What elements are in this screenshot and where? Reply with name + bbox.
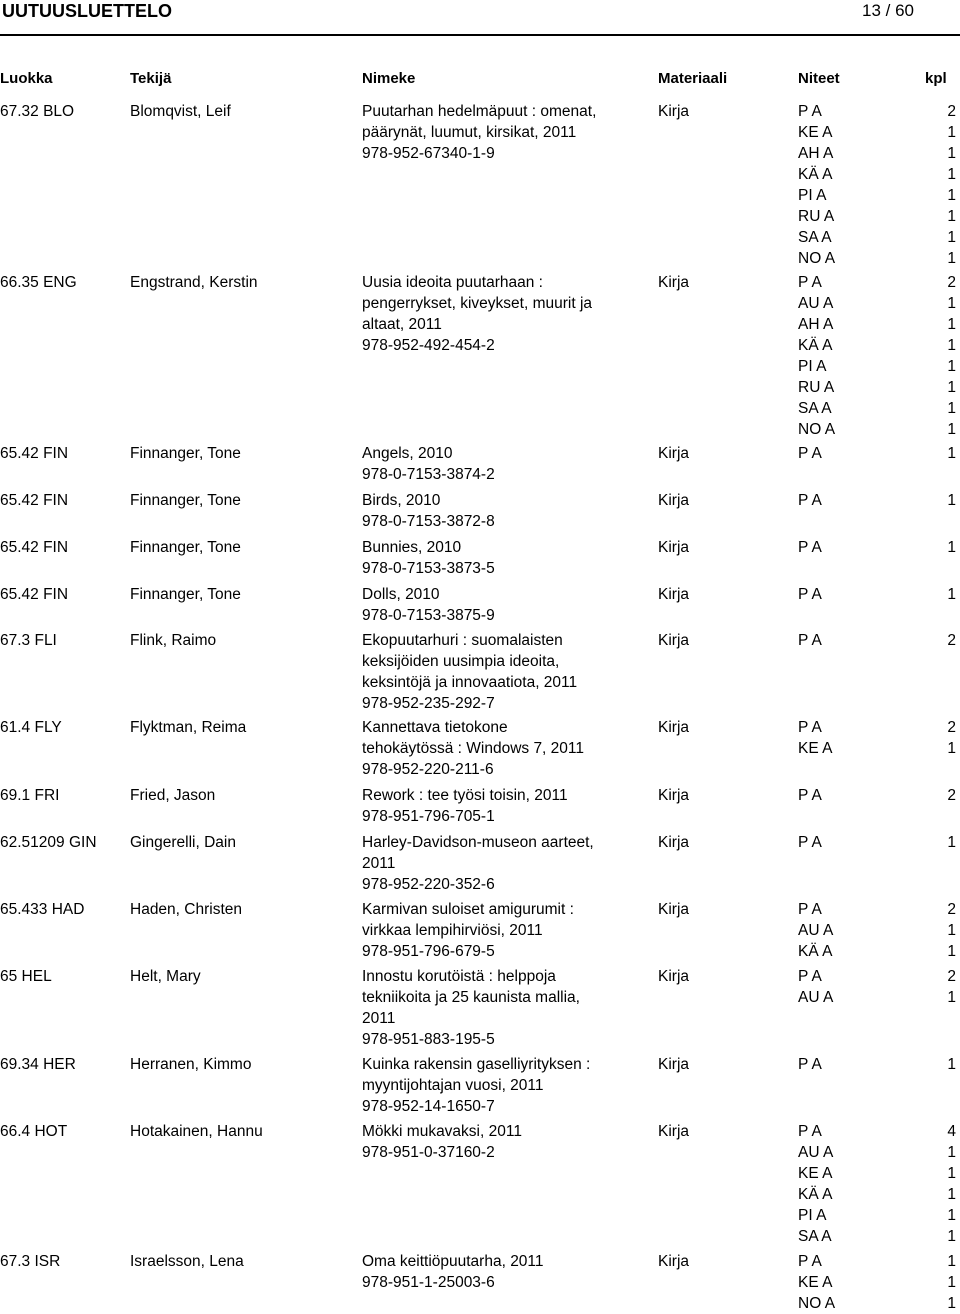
entry-location: KÄ A (798, 166, 833, 183)
entry-class: 65.42 FIN (0, 586, 69, 603)
entry-title-line: 978-952-67340-1-9 (362, 145, 495, 162)
entry-locations (798, 630, 860, 651)
entry-count: 1 (947, 539, 956, 556)
entry-location: P A (798, 787, 822, 804)
entry-location: RU A (798, 208, 835, 225)
entry-title-line: 978-0-7153-3872-8 (362, 513, 495, 530)
entry-title (362, 443, 495, 485)
entry-material: Kirja (658, 968, 690, 985)
entry-count: 1 (947, 586, 956, 603)
entry-material: Kirja (658, 1253, 690, 1270)
entry-material: Kirja (658, 834, 690, 851)
entry-author: Finnanger, Tone (130, 586, 241, 603)
entry-count: 1 (947, 400, 956, 417)
entry-count: 2 (947, 719, 956, 736)
entry-class: 62.51209 GIN (0, 834, 97, 851)
entry-title-line: 978-0-7153-3874-2 (362, 466, 495, 483)
entry-counts (930, 785, 956, 806)
entry-location: P A (798, 901, 822, 918)
entry-count: 1 (947, 1144, 956, 1161)
entry-location: P A (798, 274, 822, 291)
entry-title (362, 101, 596, 164)
entry-location: AU A (798, 989, 834, 1006)
entry-location: KÄ A (798, 337, 833, 354)
entry-title-line: keksintöjä ja innovaatiota, 2011 (362, 674, 578, 691)
entry-class: 61.4 FLY (0, 719, 62, 736)
entry-count: 2 (947, 787, 956, 804)
entry-location: NO A (798, 1295, 836, 1312)
entry-title-line: 978-952-220-211-6 (362, 761, 494, 778)
entry-locations (798, 443, 860, 464)
entry-title-line: 978-0-7153-3873-5 (362, 560, 495, 577)
entry-class: 66.35 ENG (0, 274, 77, 291)
entry-location: P A (798, 103, 822, 120)
entry-location: P A (798, 719, 822, 736)
entry-title (362, 966, 580, 1050)
entry-count: 2 (947, 968, 956, 985)
entry-title (362, 272, 592, 356)
entry-count: 1 (947, 1228, 956, 1245)
entry-location: KÄ A (798, 1186, 833, 1203)
entry-title-line: 978-952-220-352-6 (362, 876, 495, 893)
entry-count: 4 (947, 1123, 956, 1140)
entry-title-line: Uusia ideoita puutarhaan : (362, 274, 543, 291)
entry-counts (930, 832, 956, 853)
entry-material: Kirja (658, 1056, 690, 1073)
entry-locations (798, 966, 860, 1008)
entry-author: Herranen, Kimmo (130, 1056, 252, 1073)
entry-count: 1 (947, 922, 956, 939)
entry-title-line: altaat, 2011 (362, 316, 442, 333)
entry-location: KE A (798, 1165, 833, 1182)
entry-count: 1 (947, 989, 956, 1006)
entry-location: KE A (798, 1274, 833, 1291)
entry-material: Kirja (658, 1123, 690, 1140)
entry-class: 69.1 FRI (0, 787, 60, 804)
entry-author: Finnanger, Tone (130, 492, 241, 509)
entry-location: P A (798, 968, 822, 985)
entry-location: KE A (798, 124, 833, 141)
entry-title-line: Dolls, 2010 (362, 586, 440, 603)
entry-class: 65 HEL (0, 968, 52, 985)
entry-location: AU A (798, 295, 834, 312)
column-header-material: Materiaali (658, 70, 728, 87)
entry-count: 1 (947, 421, 956, 438)
catalog-title: UUTUUSLUETTELO (2, 1, 172, 21)
entry-title-line: 978-952-14-1650-7 (362, 1098, 495, 1115)
entry-location: SA A (798, 229, 832, 246)
entry-title-line: Mökki mukavaksi, 2011 (362, 1123, 522, 1140)
entry-location: P A (798, 1056, 822, 1073)
entry-title-line: Angels, 2010 (362, 445, 453, 462)
entry-counts (930, 584, 956, 605)
entry-title-line: tekniikoita ja 25 kaunista mallia, (362, 989, 580, 1006)
entry-count: 2 (947, 103, 956, 120)
entry-title (362, 490, 495, 532)
entry-title (362, 584, 495, 626)
entry-count: 1 (947, 943, 956, 960)
entry-author: Engstrand, Kerstin (130, 274, 258, 291)
entry-author: Israelsson, Lena (130, 1253, 244, 1270)
entry-counts (930, 630, 956, 651)
entry-locations (798, 584, 860, 605)
entry-title-line: Puutarhan hedelmäpuut : omenat, (362, 103, 597, 120)
entry-count: 1 (947, 1056, 956, 1073)
entry-author: Helt, Mary (130, 968, 201, 985)
entry-location: P A (798, 1123, 822, 1140)
entry-title-line: virkkaa lempihirviösi, 2011 (362, 922, 543, 939)
entry-locations (798, 272, 860, 440)
entry-title-line: Kannettava tietokone (362, 719, 508, 736)
entry-material: Kirja (658, 492, 690, 509)
entry-location: AU A (798, 1144, 834, 1161)
entry-locations (798, 785, 860, 806)
entry-location: P A (798, 632, 822, 649)
entry-class: 67.3 ISR (0, 1253, 61, 1270)
entry-count: 1 (947, 229, 956, 246)
entry-counts (930, 443, 956, 464)
entry-location: P A (798, 539, 822, 556)
entry-locations (798, 832, 860, 853)
entry-counts (930, 272, 956, 440)
entry-title-line: 2011 (362, 855, 396, 872)
entry-location: P A (798, 445, 822, 462)
entry-count: 1 (947, 379, 956, 396)
entry-count: 1 (947, 1295, 956, 1312)
entry-class: 65.42 FIN (0, 539, 69, 556)
entry-count: 1 (947, 124, 956, 141)
entry-material: Kirja (658, 586, 690, 603)
entry-author: Gingerelli, Dain (130, 834, 236, 851)
entry-location: PI A (798, 1207, 827, 1224)
column-header-author: Tekijä (130, 70, 172, 87)
entry-material: Kirja (658, 103, 690, 120)
entry-author: Flink, Raimo (130, 632, 217, 649)
entry-title (362, 630, 577, 714)
entry-title-line: Rework : tee työsi toisin, 2011 (362, 787, 568, 804)
entry-material: Kirja (658, 901, 690, 918)
column-header-title: Nimeke (362, 70, 416, 87)
entry-count: 1 (947, 358, 956, 375)
entry-title (362, 1251, 544, 1293)
entry-location: P A (798, 586, 822, 603)
column-header-qty: kpl (925, 70, 947, 87)
entry-count: 1 (947, 740, 956, 757)
entry-title-line: Innostu korutöistä : helppoja (362, 968, 556, 985)
entry-count: 1 (947, 1186, 956, 1203)
entry-title-line: 978-951-1-25003-6 (362, 1274, 495, 1291)
entry-author: Fried, Jason (130, 787, 216, 804)
entry-title-line: keksijöiden uusimpia ideoita, (362, 653, 560, 670)
entry-author: Finnanger, Tone (130, 445, 241, 462)
entry-title-line: Ekopuutarhuri : suomalaisten (362, 632, 563, 649)
entry-count: 2 (947, 632, 956, 649)
entry-locations (798, 1054, 860, 1075)
entry-location: P A (798, 1253, 822, 1270)
entry-counts (930, 1251, 956, 1314)
entry-locations (798, 1121, 860, 1247)
entry-count: 1 (947, 834, 956, 851)
entry-location: KÄ A (798, 943, 833, 960)
entry-locations (798, 490, 860, 511)
entry-class: 67.32 BLO (0, 103, 75, 120)
entry-counts (930, 537, 956, 558)
entry-title-line: Birds, 2010 (362, 492, 441, 509)
entry-title-line: tehokäytössä : Windows 7, 2011 (362, 740, 585, 757)
entry-title (362, 1054, 590, 1117)
entry-counts (930, 1121, 956, 1247)
entry-location: PI A (798, 358, 827, 375)
entry-counts (930, 899, 956, 962)
entry-count: 1 (947, 445, 956, 462)
column-header-class: Luokka (0, 70, 53, 87)
entry-class: 69.34 HER (0, 1056, 76, 1073)
entry-count: 1 (947, 166, 956, 183)
entry-location: P A (798, 492, 822, 509)
entry-location: SA A (798, 1228, 832, 1245)
entry-count: 1 (947, 208, 956, 225)
entry-class: 65.42 FIN (0, 445, 69, 462)
entry-location: P A (798, 834, 822, 851)
entry-title-line: Oma keittiöpuutarha, 2011 (362, 1253, 544, 1270)
entry-location: NO A (798, 421, 836, 438)
entry-location: NO A (798, 250, 836, 267)
entry-locations (798, 899, 860, 962)
entry-count: 1 (947, 295, 956, 312)
entry-author: Flyktman, Reima (130, 719, 247, 736)
entry-counts (930, 490, 956, 511)
entry-locations (798, 717, 860, 759)
entry-class: 65.42 FIN (0, 492, 69, 509)
entry-count: 2 (947, 274, 956, 291)
entry-count: 1 (947, 492, 956, 509)
entry-location: AH A (798, 145, 834, 162)
entry-title (362, 785, 568, 827)
entry-class: 66.4 HOT (0, 1123, 68, 1140)
entry-class: 67.3 FLI (0, 632, 57, 649)
entry-title (362, 1121, 522, 1163)
entry-count: 1 (947, 1165, 956, 1182)
entry-location: AU A (798, 922, 834, 939)
entry-location: PI A (798, 187, 827, 204)
entry-counts (930, 1054, 956, 1075)
entry-count: 1 (947, 187, 956, 204)
entry-title (362, 899, 574, 962)
entry-title-line: Kuinka rakensin gaselliyrityksen : (362, 1056, 591, 1073)
entry-material: Kirja (658, 632, 690, 649)
entry-material: Kirja (658, 787, 690, 804)
entry-material: Kirja (658, 719, 690, 736)
entry-author: Hotakainen, Hannu (130, 1123, 263, 1140)
entry-title-line: myyntijohtajan vuosi, 2011 (362, 1077, 544, 1094)
entry-counts (930, 101, 956, 269)
entry-location: RU A (798, 379, 835, 396)
entry-counts (930, 966, 956, 1008)
entry-title-line: Bunnies, 2010 (362, 539, 462, 556)
entry-material: Kirja (658, 274, 690, 291)
entry-title-line: 978-951-883-195-5 (362, 1031, 495, 1048)
column-header-notes: Niteet (798, 70, 840, 87)
header-divider (0, 34, 960, 36)
entry-title (362, 537, 495, 579)
entry-title (362, 717, 584, 780)
entry-material: Kirja (658, 445, 690, 462)
entry-title-line: päärynät, luumut, kirsikat, 2011 (362, 124, 577, 141)
entry-class: 65.433 HAD (0, 901, 85, 918)
entry-location: AH A (798, 316, 834, 333)
entry-material: Kirja (658, 539, 690, 556)
entry-title-line: 978-952-235-292-7 (362, 695, 495, 712)
entry-locations (798, 537, 860, 558)
entry-title-line: 978-952-492-454-2 (362, 337, 495, 354)
entry-author: Finnanger, Tone (130, 539, 241, 556)
entry-title-line: Harley-Davidson-museon aarteet, (362, 834, 594, 851)
entry-count: 1 (947, 250, 956, 267)
entry-locations (798, 1251, 860, 1314)
entry-counts (930, 717, 956, 759)
entry-title-line: pengerrykset, kiveykset, muurit ja (362, 295, 593, 312)
entry-count: 1 (947, 1253, 956, 1270)
entry-title-line: 978-951-0-37160-2 (362, 1144, 495, 1161)
entry-count: 1 (947, 1207, 956, 1224)
entry-title-line: 978-951-796-679-5 (362, 943, 495, 960)
entry-locations (798, 101, 860, 269)
entry-author: Blomqvist, Leif (130, 103, 231, 120)
entry-count: 1 (947, 1274, 956, 1291)
entry-location: KE A (798, 740, 833, 757)
entry-title (362, 832, 594, 895)
entry-count: 1 (947, 316, 956, 333)
entry-title-line: 978-0-7153-3875-9 (362, 607, 495, 624)
entry-count: 2 (947, 901, 956, 918)
entry-title-line: 978-951-796-705-1 (362, 808, 495, 825)
entry-count: 1 (947, 337, 956, 354)
entry-title-line: 2011 (362, 1010, 396, 1027)
page-number: 13 / 60 (862, 1, 914, 20)
entry-count: 1 (947, 145, 956, 162)
entry-title-line: Karmivan suloiset amigurumit : (362, 901, 574, 918)
entry-author: Haden, Christen (130, 901, 243, 918)
entry-location: SA A (798, 400, 832, 417)
